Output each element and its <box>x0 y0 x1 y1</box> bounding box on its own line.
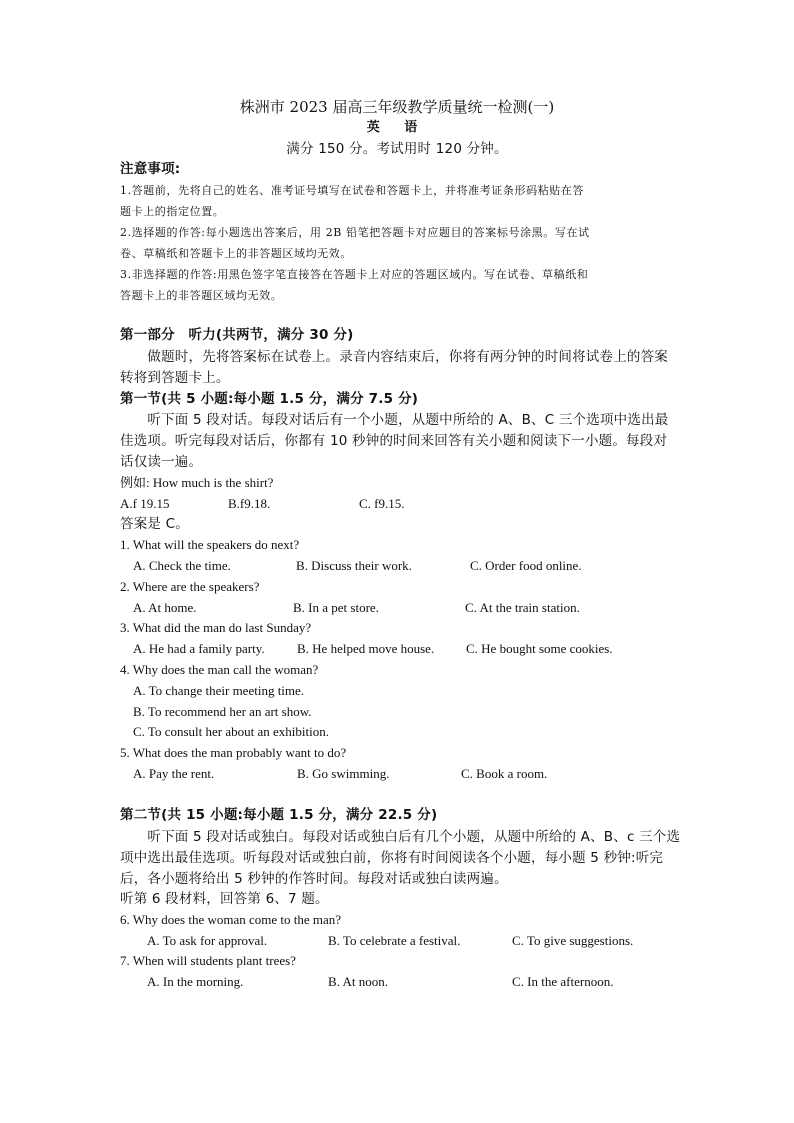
q2-option-a: A. At home. <box>133 600 197 615</box>
material-instruction: 听第 6 段材料，回答第 6、7 题。 <box>120 891 329 907</box>
q1-option-a: A. Check the time. <box>133 558 231 573</box>
q4-option-b: B. To recommend her an art show. <box>133 704 312 719</box>
exam-title: 株洲市 2023 届高三年级教学质量统一检测(一) <box>239 98 555 116</box>
q2-option-c: C. At the train station. <box>465 600 580 615</box>
section2-intro-line: 项中选出最佳选项。听每段对话或独白前，你将有时间阅读各个小题，每小题 5 秒钟:听完 <box>120 850 664 866</box>
section1-intro-line: 听下面 5 段对话。每段对话后有一个小题，从题中所给的 A、B、C 三个选项中选出最 <box>120 412 669 428</box>
q4-option-a: A. To change their meeting time. <box>133 683 305 698</box>
section1-heading: 第一节(共 5 小题:每小题 1.5 分，满分 7.5 分) <box>120 391 419 407</box>
q5-option-b: B. Go swimming. <box>297 766 390 781</box>
q1-option-c: C. Order food online. <box>470 558 582 573</box>
q1-option-b: B. Discuss their work. <box>296 558 412 573</box>
q7-option-b: B. At noon. <box>328 974 388 989</box>
example-option-c: C. f9.15. <box>359 496 405 511</box>
q4-option-c: C. To consult her about an exhibition. <box>133 724 329 739</box>
example-option-a: A.f 19.15 <box>120 496 170 511</box>
section1-intro-line: 话仅读一遍。 <box>120 454 203 470</box>
section2-intro-line: 听下面 5 段对话或独白。每段对话或独白后有几个小题，从题中所给的 A、B、c 三个选 <box>120 829 681 845</box>
q3-option-a: A. He had a family party. <box>133 641 265 656</box>
notice-line: 题卡上的指定位置。 <box>120 205 225 218</box>
question-1: 1. What will the speakers do next? <box>120 537 300 552</box>
q5-option-c: C. Book a room. <box>461 766 548 781</box>
question-4: 4. Why does the man call the woman? <box>120 662 319 677</box>
notice-line: 1.答题前，先将自己的姓名、准考证号填写在试卷和答题卡上，并将准考证条形码粘贴在答 <box>120 184 585 197</box>
part1-heading: 第一部分 听力(共两节，满分 30 分) <box>120 327 354 343</box>
notice-line: 答题卡上的非答题区域均无效。 <box>120 289 283 302</box>
example-question: 例如: How much is the shirt? <box>120 475 274 490</box>
section1-intro-line: 佳选项。听完每段对话后，你都有 10 秒钟的时间来回答有关小题和阅读下一小题。每段对 <box>120 433 668 449</box>
q3-option-b: B. He helped move house. <box>297 641 435 656</box>
subject-title: 英 语 <box>366 120 428 135</box>
notice-line: 卷、草稿纸和答题卡上的非答题区域均无效。 <box>120 247 352 260</box>
example-answer: 答案是 C。 <box>120 516 189 532</box>
example-option-b: B.f9.18. <box>228 496 271 511</box>
score-time-line: 满分 150 分。考试用时 120 分钟。 <box>286 141 508 157</box>
q3-option-c: C. He bought some cookies. <box>466 641 613 656</box>
q2-option-b: B. In a pet store. <box>293 600 379 615</box>
q5-option-a: A. Pay the rent. <box>133 766 215 781</box>
notice-heading: 注意事项: <box>120 161 181 177</box>
question-2: 2. Where are the speakers? <box>120 579 260 594</box>
q7-option-a: A. In the morning. <box>147 974 244 989</box>
q7-option-c: C. In the afternoon. <box>512 974 614 989</box>
section2-intro-line: 后，各小题将给出 5 秒钟的作答时间。每段对话或独白读两遍。 <box>120 871 508 887</box>
q6-option-b: B. To celebrate a festival. <box>328 933 461 948</box>
question-5: 5. What does the man probably want to do? <box>120 745 347 760</box>
section2-heading: 第二节(共 15 小题:每小题 1.5 分，满分 22.5 分) <box>120 807 438 823</box>
q6-option-c: C. To give suggestions. <box>512 933 634 948</box>
part1-intro-line: 做题时，先将答案标在试卷上。录音内容结束后，你将有两分钟的时间将试卷上的答案 <box>120 349 668 365</box>
notice-line: 2.选择题的作答:每小题选出答案后，用 2B 铅笔把答题卡对应题目的答案标号涂黑。写在试 <box>120 226 590 239</box>
question-6: 6. Why does the woman come to the man? <box>120 912 342 927</box>
part1-intro-line: 转将到答题卡上。 <box>120 370 230 386</box>
question-7: 7. When will students plant trees? <box>120 953 296 968</box>
q6-option-a: A. To ask for approval. <box>147 933 268 948</box>
question-3: 3. What did the man do last Sunday? <box>120 620 312 635</box>
notice-line: 3.非选择题的作答:用黑色签字笔直接答在答题卡上对应的答题区域内。写在试卷、草稿纸和 <box>120 268 589 281</box>
